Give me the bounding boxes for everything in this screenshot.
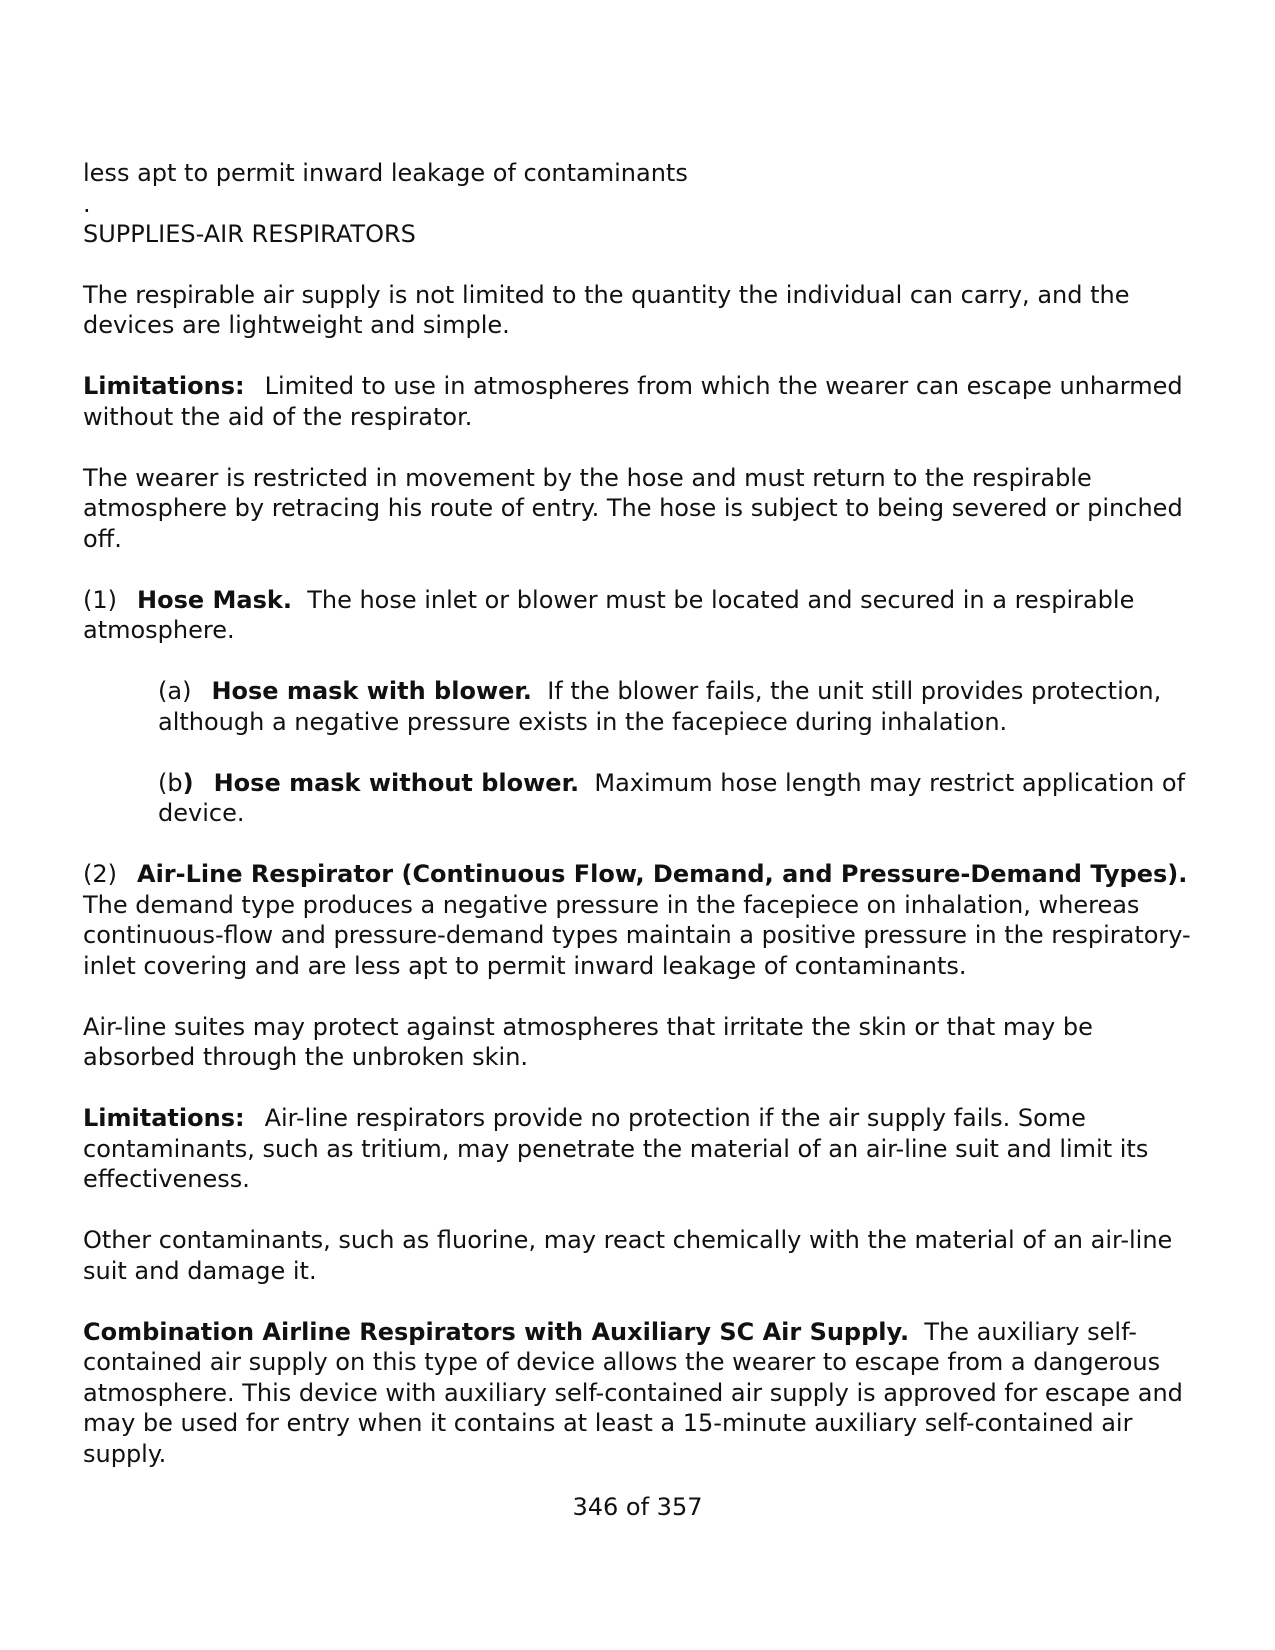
- item-text: The demand type produces a negative pressure in the facepiece on inhalation, whereas continuous-flow and pressure-demand types maintain a positive pressure in the respiratory-inlet covering and are less apt to permit inward leakage of contaminants.: [83, 890, 1191, 980]
- section-heading: SUPPLIES-AIR RESPIRATORS: [83, 219, 416, 248]
- item-title: Air-Line Respirator (Continuous Flow, Demand, and Pressure-Demand Types).: [137, 860, 1188, 888]
- limitations-paragraph: [83, 371, 1193, 432]
- item-text: The hose inlet or blower must be located and secured in a respirable atmosphere.: [83, 585, 1135, 644]
- limitations-label: Limitations:: [83, 372, 245, 400]
- stray-period: .: [83, 189, 91, 218]
- item-number: (1): [83, 585, 117, 614]
- limitations-label: Limitations:: [83, 1104, 245, 1132]
- subitem-title: Hose mask without blower.: [213, 768, 580, 797]
- limitations-paragraph: [83, 1103, 1193, 1195]
- hose-mask-item: [83, 585, 1193, 646]
- subitem-letter: (a): [158, 677, 192, 705]
- air-line-suites-paragraph: Air-line suites may protect against atmospheres that irritate the skin or that may be absorbed through the unbroken skin.: [83, 1012, 1093, 1071]
- page-number: 346 of 357: [572, 1493, 703, 1521]
- combination-paragraph: [83, 1317, 1193, 1470]
- combination-text: The auxiliary self-contained air supply on this type of device allows the wearer to escape from a dangerous atmosphere. This device with auxiliary self-contained air supply is approved for escape and may be used for entry when it contains at least a 15-minute auxiliary self-contained air supply.: [83, 1317, 1183, 1468]
- wearer-restriction-paragraph: The wearer is restricted in movement by the hose and must return to the respirable atmosphere by retracing his route of entry. The hose is subject to being severed or pinched off.: [83, 463, 1183, 553]
- hose-mask-without-blower-item: [83, 768, 1193, 829]
- item-number: (2): [83, 860, 117, 888]
- limitations-text: Limited to use in atmospheres from which the wearer can escape unharmed without the aid of the respirator.: [83, 372, 1183, 431]
- air-line-respirator-item: [83, 859, 1193, 981]
- subitem-text: If the blower fails, the unit still provides protection, although a negative pressure exists in the facepiece during inhalation.: [158, 677, 1162, 736]
- subitem-letter: (b: [158, 768, 183, 797]
- hose-mask-with-blower-item: [83, 676, 1193, 737]
- intro-paragraph: The respirable air supply is not limited to the quantity the individual can carry, and the devices are lightweight and simple.: [83, 280, 1130, 339]
- continuation-line: less apt to permit inward leakage of contaminants: [83, 159, 688, 187]
- item-title: Hose Mask.: [137, 585, 292, 614]
- subitem-title: Hose mask with blower.: [211, 677, 532, 705]
- document-body: [83, 158, 1193, 1469]
- combination-title: Combination Airline Respirators with Auxiliary SC Air Supply.: [83, 1317, 910, 1346]
- other-contaminants-paragraph: Other contaminants, such as fluorine, may react chemically with the material of an air-line suit and damage it.: [83, 1226, 1173, 1285]
- subitem-letter-paren: ): [182, 768, 194, 797]
- limitations-text: Air-line respirators provide no protection if the air supply fails. Some contaminants, such as tritium, may penetrate the material of an air-line suit and limit its effectiveness.: [83, 1104, 1149, 1193]
- subitem-text: Maximum hose length may restrict application of device.: [158, 768, 1186, 827]
